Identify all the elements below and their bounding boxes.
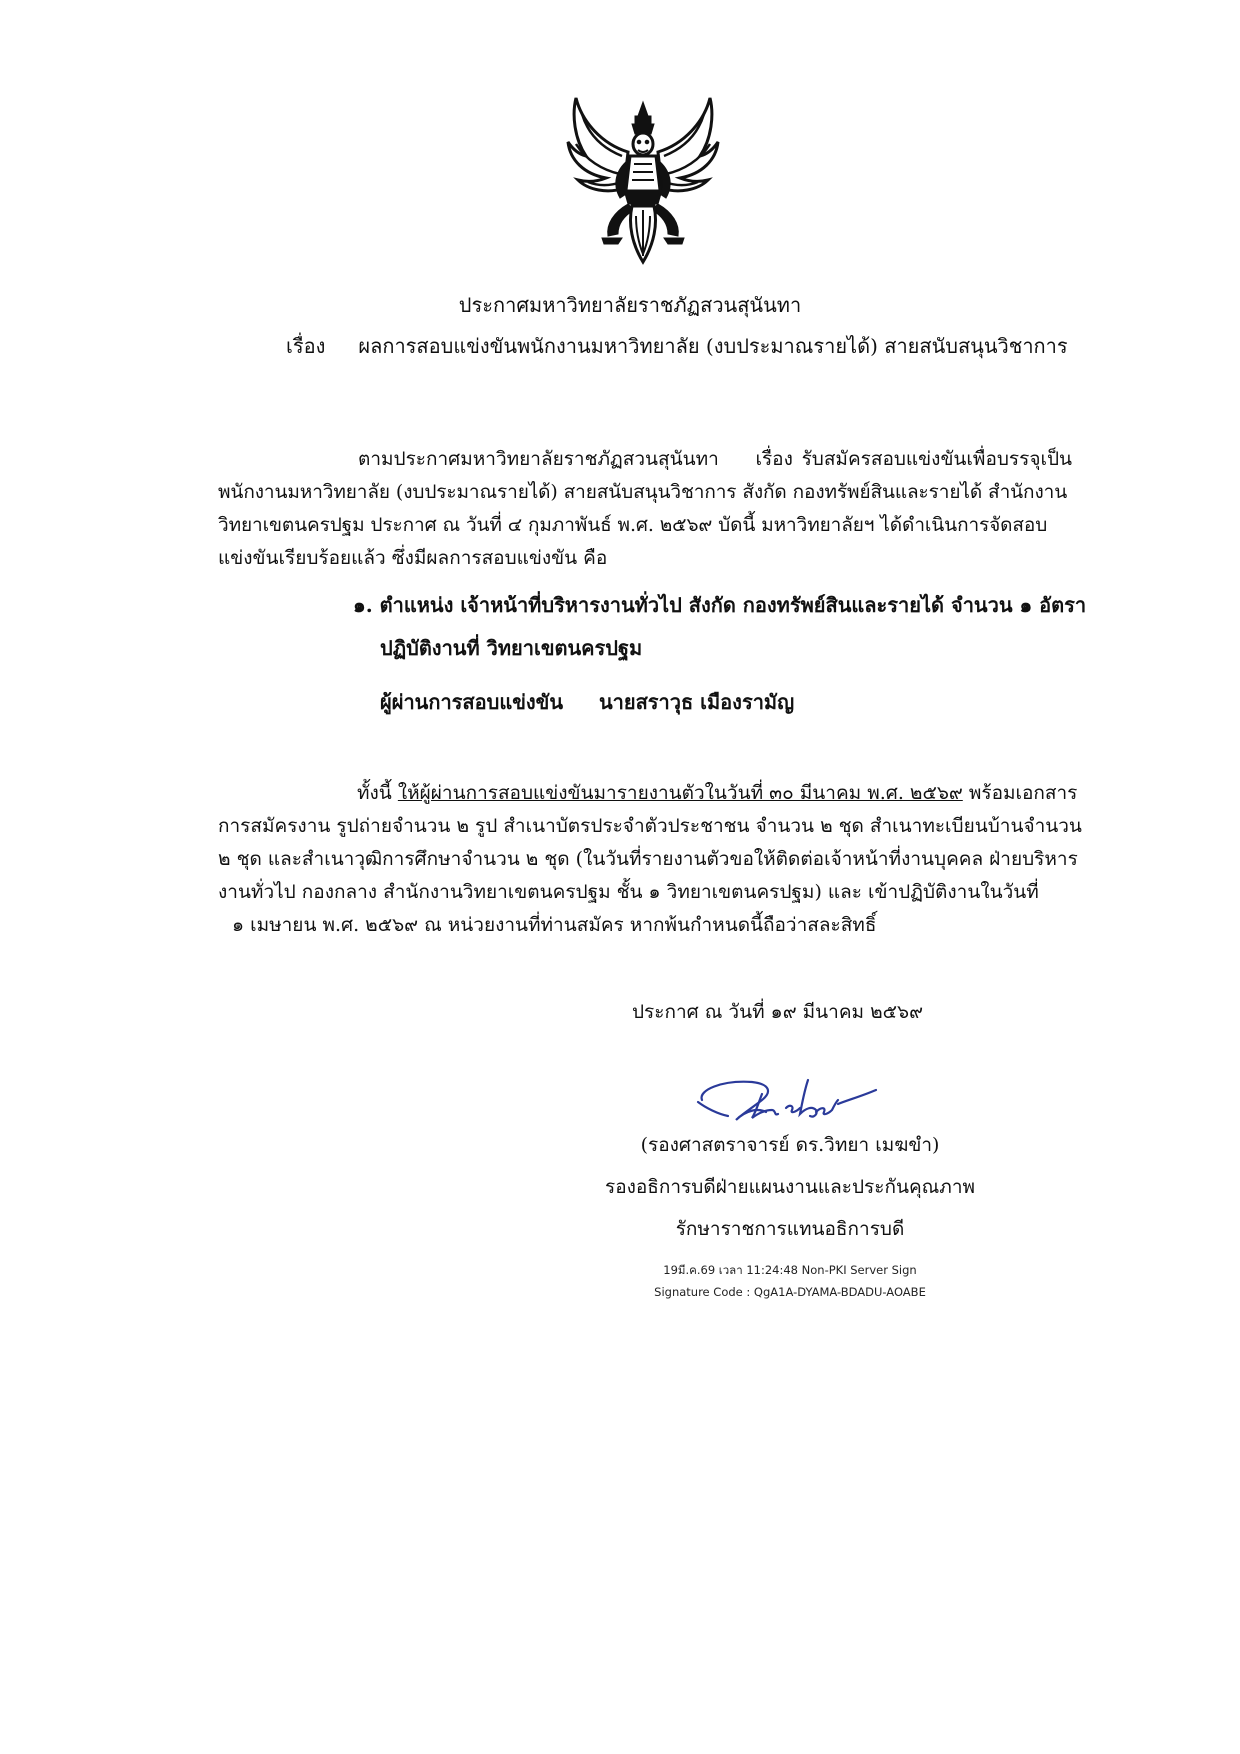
- intro-line-2: พนักงานมหาวิทยาลัย (งบประมาณรายได้) สายสนับสนุนวิชาการ สังกัด กองทรัพย์สินและรายได้ สำนักงาน: [218, 481, 1068, 503]
- notice-line-5: ๑ เมษายน พ.ศ. ๒๕๖๙ ณ หน่วยงานที่ท่านสมัคร หากพ้นกำหนดนี้ถือว่าสละสิทธิ์: [232, 914, 877, 936]
- position-line-1: ๑. ตำแหน่ง เจ้าหน้าที่บริหารงานทั่วไป สังกัด กองทรัพย์สินและรายได้ จำนวน ๑ อัตรา: [353, 593, 1087, 617]
- notice-suffix: พร้อมเอกสาร: [962, 782, 1078, 804]
- intro-line-1: [358, 443, 1072, 476]
- e-sign-timestamp: 19มี.ค.69 เวลา 11:24:48 Non-PKI Server Sign: [663, 1263, 917, 1277]
- signatory-title-2: รักษาราชการแทนอธิการบดี: [675, 1218, 905, 1240]
- signatory-title-1: รองอธิการบดีฝ่ายแผนงานและประกันคุณภาพ: [604, 1176, 976, 1198]
- report-date-underlined: ให้ผู้ผ่านการสอบแข่งขันมารายงานตัวในวันที่ ๓๐ มีนาคม พ.ศ. ๒๕๖๙: [397, 782, 963, 804]
- garuda-emblem-icon: [562, 94, 724, 268]
- notice-line-4: งานทั่วไป กองกลาง สำนักงานวิทยาเขตนครปฐม ชั้น ๑ วิทยาเขตนครปฐม) และ เข้าปฏิบัติงานในวันที่: [218, 881, 1039, 903]
- intro-text-part: เรื่อง: [755, 448, 793, 470]
- notice-line-3: ๒ ชุด และสำเนาวุฒิการศึกษาจำนวน ๒ ชุด (ในวันที่รายงานตัวขอให้ติดต่อเจ้าหน้าที่งานบุคคล ฝ่ายบริหาร: [218, 848, 1078, 870]
- intro-text-part: ตามประกาศมหาวิทยาลัยราชภัฏสวนสุนันทา: [358, 448, 719, 470]
- subject-label: เรื่อง: [286, 334, 326, 358]
- intro-line-4: แข่งขันเรียบร้อยแล้ว ซึ่งมีผลการสอบแข่งขัน คือ: [218, 547, 608, 569]
- passer-name: นายสราวุธ เมืองรามัญ: [598, 690, 795, 714]
- announce-date: ประกาศ ณ วันที่ ๑๙ มีนาคม ๒๕๖๙: [632, 1001, 923, 1023]
- notice-prefix: ทั้งนี้: [357, 782, 398, 804]
- e-sign-code: Signature Code : QgA1A-DYAMA-BDADU-AOABE: [654, 1285, 926, 1299]
- notice-line-2: การสมัครงาน รูปถ่ายจำนวน ๒ รูป สำเนาบัตรประจำตัวประชาชน จำนวน ๒ ชุด สำเนาทะเบียนบ้านจำนวน: [218, 815, 1082, 837]
- intro-line-3: วิทยาเขตนครปฐม ประกาศ ณ วันที่ ๔ กุมภาพันธ์ พ.ศ. ๒๕๖๙ บัดนี้ มหาวิทยาลัยฯ ได้ดำเนินการจัดสอบ: [218, 514, 1048, 536]
- intro-text-part: รับสมัครสอบแข่งขันเพื่อบรรจุเป็น: [801, 448, 1072, 470]
- signatory-name: (รองศาสตราจารย์ ดร.วิทยา เมฆขำ): [640, 1134, 940, 1156]
- notice-line-1: [357, 777, 1077, 810]
- subject-line: [286, 333, 1068, 359]
- position-line-2: ปฏิบัติงานที่ วิทยาเขตนครปฐม: [380, 636, 643, 660]
- issuer-heading: ประกาศมหาวิทยาลัยราชภัฏสวนสุนันทา: [458, 293, 802, 317]
- passer-line: [380, 686, 794, 719]
- subject-text: ผลการสอบแข่งขันพนักงานมหาวิทยาลัย (งบประมาณรายได้) สายสนับสนุนวิชาการ: [358, 334, 1068, 358]
- handwritten-signature-icon: [692, 1068, 882, 1134]
- passer-label: ผู้ผ่านการสอบแข่งขัน: [380, 690, 564, 714]
